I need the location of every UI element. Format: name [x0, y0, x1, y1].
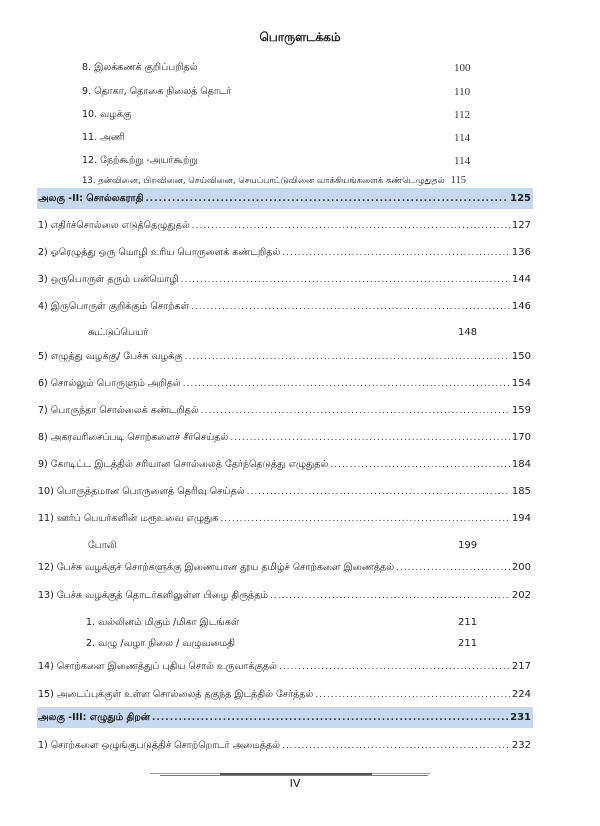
dot-leader: [192, 219, 510, 233]
toc-entry-label: 11. அணி: [82, 132, 125, 143]
toc-entry[interactable]: [38, 561, 531, 575]
toc-entry[interactable]: [38, 458, 531, 472]
toc-entry-page: 170: [511, 432, 531, 443]
toc-entry-page: 211: [458, 638, 478, 649]
toc-entry-page: 110: [454, 86, 471, 98]
dot-leader: [230, 431, 510, 445]
section-page: 231: [510, 712, 531, 723]
dot-leader: [220, 512, 510, 526]
footer-page-number: IV: [289, 777, 301, 790]
toc-entry-page: 144: [511, 274, 531, 285]
toc-entry[interactable]: [38, 377, 531, 391]
toc-entry-page: 114: [454, 155, 471, 167]
toc-entry[interactable]: [82, 61, 482, 75]
toc-entry-page: 232: [511, 740, 531, 751]
dot-leader: [181, 273, 510, 287]
toc-entry-label: 1) எதிர்ச்சொல்லை எடுத்தெழுதுதல்: [38, 220, 190, 231]
toc-sub-entry[interactable]: [86, 637, 478, 651]
dot-leader: [330, 458, 510, 472]
toc-entry-label: 6) சொல்லும் பொருளும் அறிதல்: [38, 378, 181, 389]
toc-entry-page: 184: [511, 459, 531, 470]
toc-entry-label: 5) எழுத்து வழக்கு/ பேச்சு வழக்கு: [38, 351, 183, 362]
toc-entry-label: 9. தொகா, தொகை நிலைத் தொடர்: [82, 86, 232, 97]
dot-leader: [315, 688, 510, 702]
dot-leader: [282, 246, 510, 260]
toc-entry-page: 159: [511, 405, 531, 416]
toc-entry-page: 146: [511, 301, 531, 312]
toc-entry-label: 12) பேச்சு வழக்குச் சொற்களுக்கு இணையான தூய தமிழ்ச் சொற்களை இணைத்தல்: [38, 562, 395, 573]
toc-entry-page: 199: [458, 540, 478, 551]
footer-rule-thick: [220, 773, 372, 775]
toc-entry-page: 154: [511, 378, 531, 389]
toc-entry-page: 136: [511, 247, 531, 258]
toc-entry-page: 115: [450, 175, 466, 186]
toc-entry-page: 114: [454, 132, 471, 144]
toc-entry[interactable]: [38, 512, 531, 526]
section-label: அலகு -III: எழுதும் திறன்: [38, 712, 151, 723]
toc-entry-page: 150: [511, 351, 531, 362]
dot-leader: [185, 350, 510, 364]
toc-sub-entry[interactable]: [86, 616, 478, 630]
toc-entry[interactable]: [38, 485, 531, 499]
toc-entry[interactable]: [38, 404, 531, 418]
section-heading-unit-2[interactable]: [38, 192, 531, 206]
dot-leader: [152, 711, 508, 725]
toc-entry-page: 194: [511, 513, 531, 524]
toc-entry[interactable]: [38, 739, 531, 753]
dot-leader: [270, 589, 510, 603]
toc-entry[interactable]: [38, 246, 531, 260]
toc-entry[interactable]: [82, 154, 482, 168]
toc-entry-label: 13) பேச்சு வழக்குத் தொடர்களிலுள்ள பிழை திருத்தம்: [38, 590, 269, 601]
toc-entry-label: 8. இலக்கணக் குறிப்பறிதல்: [82, 62, 198, 73]
toc-entry[interactable]: [38, 660, 531, 674]
toc-entry-page: 217: [511, 661, 531, 672]
toc-entry-label: 10) பொருத்தமான பொருளைத் தெரிவு செய்தல்: [38, 486, 245, 497]
toc-entry[interactable]: [82, 108, 482, 122]
dot-leader: [247, 485, 510, 499]
toc-entry[interactable]: [82, 85, 482, 99]
page-title: பொருளடக்கம்: [259, 30, 341, 44]
dot-leader: [201, 404, 510, 418]
toc-entry-page: 185: [511, 486, 531, 497]
toc-entry-label: போலி: [88, 540, 117, 551]
toc-entry[interactable]: [82, 131, 482, 145]
toc-entry-label: 2. வழு /வழா நிலை / வழுவமைதி: [86, 638, 235, 649]
toc-entry-page: 224: [511, 689, 531, 700]
toc-entry-page: 127: [511, 220, 531, 231]
toc-entry-label: 1. வல்லினம் மிகும் /மிகா இடங்கள்: [86, 617, 240, 628]
toc-entry-label: 3) ஒருபொருள் தரும் பன்மொழி: [38, 274, 179, 285]
toc-entry[interactable]: [38, 273, 531, 287]
toc-entry-label: 15) அடைப்புக்குள் உள்ள சொல்லைத் தகுந்த இடத்தில் சேர்த்தல்: [38, 689, 314, 700]
toc-sub-entry[interactable]: [88, 326, 478, 340]
section-page: 125: [510, 193, 531, 204]
toc-entry-page: 200: [511, 562, 531, 573]
toc-entry-label: 14) சொற்களை இணைத்துப் புதிய சொல் உருவாக்குதல்: [38, 661, 277, 672]
toc-entry-page: 112: [454, 109, 471, 121]
dot-leader: [183, 377, 510, 391]
toc-entry-label: 7) பொருந்தா சொல்லைக் கண்டறிதல்: [38, 405, 199, 416]
toc-entry-label: 8) அகரவரிசைப்படி சொற்களைச் சீர்செய்தல்: [38, 432, 229, 443]
dot-leader: [191, 300, 510, 314]
toc-entry[interactable]: [38, 219, 531, 233]
toc-entry-label: 11) ஊர்ப் பெயர்களின் மரூஉவை எழுதுக: [38, 513, 219, 524]
toc-sub-entry[interactable]: [88, 539, 478, 553]
dot-leader: [145, 192, 508, 206]
toc-entry[interactable]: [38, 589, 531, 603]
toc-entry-label: 12. நேற்கூற்று -அயர்கூற்று: [82, 155, 198, 166]
toc-entry-label: 1) சொற்களை ஒழுங்குபடுத்திச் சொற்றொடர் அமைத்தல்: [38, 740, 281, 751]
toc-entry-label: கூட்டுப்பெயர்: [88, 327, 149, 338]
dot-leader: [282, 739, 510, 753]
toc-entry[interactable]: [38, 300, 531, 314]
dot-leader: [279, 660, 510, 674]
footer-rule: [160, 775, 428, 776]
toc-entry-label: 4) இருபொருள் குறிக்கும் சொற்கள்: [38, 301, 190, 312]
toc-entry-page: 100: [454, 62, 471, 74]
section-heading-unit-3[interactable]: [38, 711, 531, 725]
dot-leader: [396, 561, 510, 575]
toc-entry-label: 9) கோடிட்ட இடத்தில் சரியான சொல்லைத் தேர்ந்தெடுத்து எழுதுதல்: [38, 459, 329, 470]
toc-entry[interactable]: [38, 688, 531, 702]
toc-entry-label: 13. தன்வினை, பிறவினை, செய்வினை, செயப்பாட்டுவினை வாக்கியங்களைக் கண்டெழுதுதல்: [82, 176, 445, 186]
toc-entry-page: 148: [458, 327, 478, 338]
toc-entry[interactable]: [38, 350, 531, 364]
toc-entry-page: 211: [458, 617, 478, 628]
toc-entry[interactable]: [38, 431, 531, 445]
toc-entry-page: 202: [511, 590, 531, 601]
section-label: அலகு -II: சொல்லகராதி: [38, 193, 144, 204]
toc-entry[interactable]: [82, 174, 552, 188]
toc-entry-label: 2) ஓரெழுத்து ஒரு மொழி உரிய பொருளைக் கண்டறிதல்: [38, 247, 281, 258]
toc-entry-label: 10. வழக்கு: [82, 109, 132, 120]
